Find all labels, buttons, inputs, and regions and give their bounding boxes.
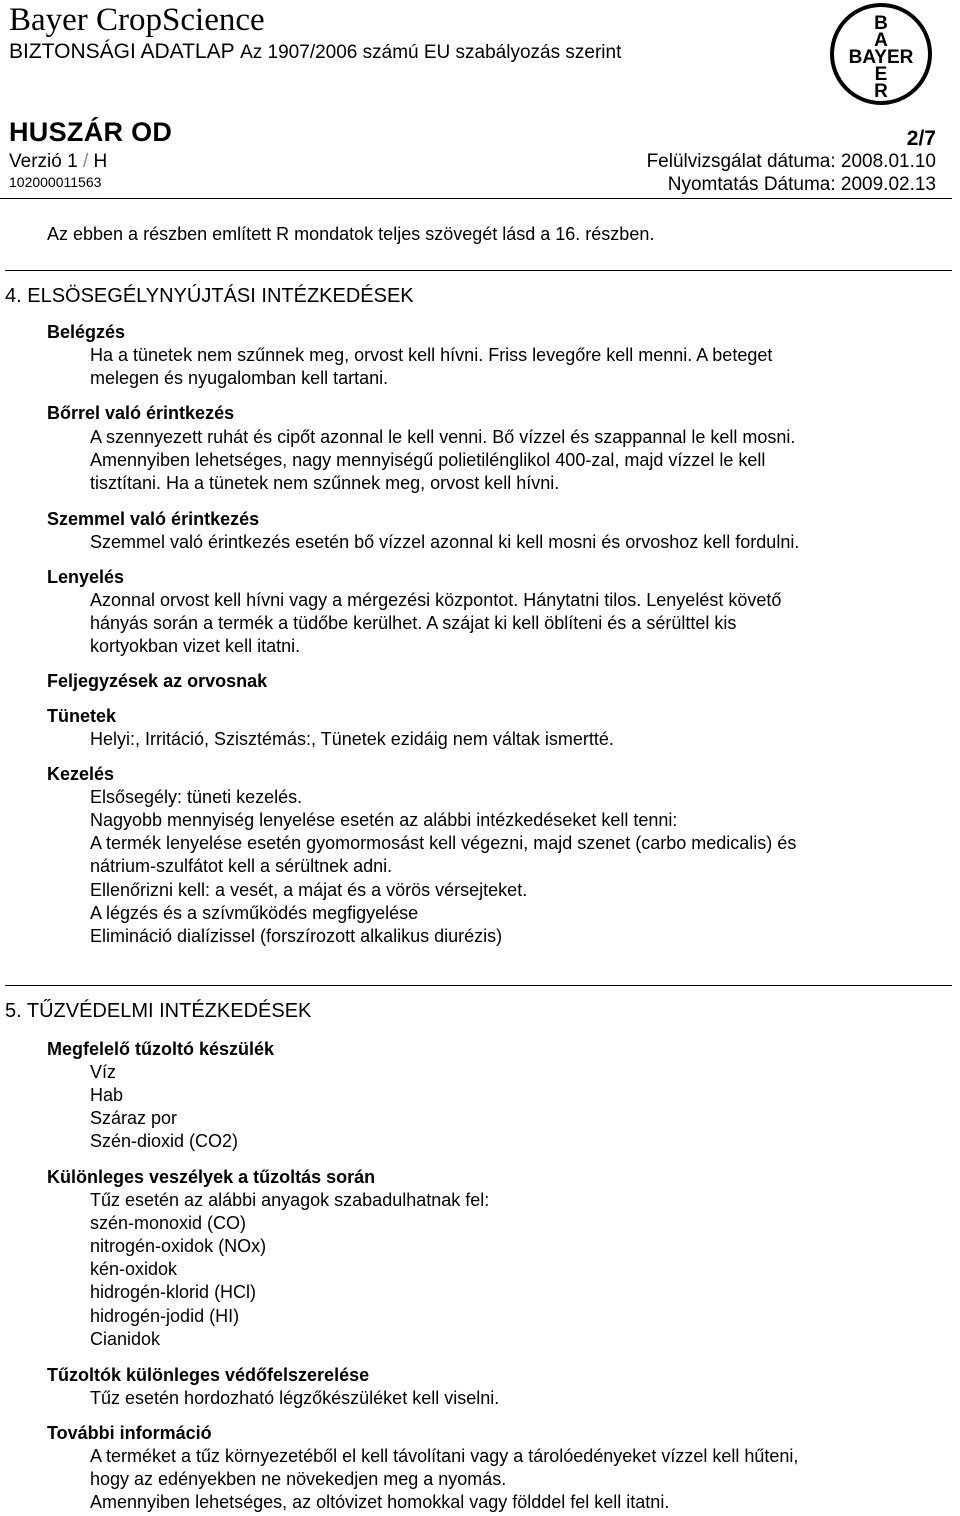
product-name: HUSZÁR OD <box>9 117 173 147</box>
section-5-title: 5. TŰZVÉDELMI INTÉZKEDÉSEK <box>5 1000 312 1022</box>
version-info <box>9 151 107 173</box>
extinguishing-media-item: Víz <box>90 1062 117 1082</box>
treatment-text: Nagyobb mennyiség lenyelése esetén az alábbi intézkedéseket kell tenni: <box>90 810 678 830</box>
page-number: 2/7 <box>906 127 936 150</box>
logo-letter-a: A <box>874 30 888 51</box>
extinguishing-media-item: Hab <box>90 1085 124 1105</box>
extinguishing-media-label: Megfelelő tűzoltó készülék <box>47 1039 275 1059</box>
doc-type-label: BIZTONSÁGI ADATLAP <box>9 40 235 63</box>
logo-letter-b: B <box>874 13 888 34</box>
eye-contact-label: Szemmel való érintkezés <box>47 509 260 529</box>
special-hazards-item: nitrogén-oxidok (NOx) <box>90 1236 267 1256</box>
print-date: Nyomtatás Dátuma: 2009.02.13 <box>667 174 936 195</box>
treatment-text: A légzés és a szívműködés megfigyelése <box>90 903 419 923</box>
revision-date: Felülvizsgálat dátuma: 2008.01.10 <box>646 151 936 172</box>
extinguishing-media-item: Szén-dioxid (CO2) <box>90 1131 239 1151</box>
further-info-text: Amennyiben lehetséges, az oltóvizet homokkal vagy földdel fel kell itatni. <box>90 1492 670 1512</box>
logo-letter-r: R <box>874 81 888 102</box>
section-4-title: 4. ELSÖSEGÉLYNYÚJTÁSI INTÉZKEDÉSEK <box>5 285 414 307</box>
logo-word: BAYER <box>848 47 914 68</box>
bayer-cross-logo <box>829 2 933 106</box>
version-separator: / <box>82 151 89 172</box>
further-info-text: hogy az edényekben ne növekedjen meg a nyomás. <box>90 1469 507 1489</box>
eye-contact-text: Szemmel való érintkezés esetén bő vízzel azonnal ki kell mosni és orvoshoz kell fordulni. <box>90 532 800 552</box>
skin-contact-label: Bőrrel való érintkezés <box>47 403 235 423</box>
extinguishing-media-item: Száraz por <box>90 1108 178 1128</box>
ingestion-label: Lenyelés <box>47 567 125 587</box>
ingestion-text: Azonnal orvost kell hívni vagy a mérgezési központot. Hánytatni tilos. Lenyelést követő <box>90 590 782 610</box>
ingestion-text: kortyokban vizet kell itatni. <box>90 636 301 656</box>
special-hazards-item: szén-monoxid (CO) <box>90 1213 247 1233</box>
ingestion-text: hányás során a termék a tüdőbe kerülhet. A szájat ki kell öblíteni és a sérülttel kis <box>90 613 737 633</box>
further-info-label: További információ <box>47 1423 212 1443</box>
product-number: 102000011563 <box>9 174 102 190</box>
treatment-label: Kezelés <box>47 764 115 784</box>
logo-letter-e: E <box>874 64 888 85</box>
treatment-text: nátrium-szulfátot kell a sérültnek adni. <box>90 856 393 876</box>
special-hazards-item: hidrogén-jodid (HI) <box>90 1306 240 1326</box>
treatment-text: Ellenőrizni kell: a vesét, a májat és a vörös vérsejteket. <box>90 880 528 900</box>
version-language: H <box>93 151 108 172</box>
treatment-text: Elimináció dialízissel (forszírozott alkalikus diurézis) <box>90 926 503 946</box>
special-hazards-label: Különleges veszélyek a tűzoltás során <box>47 1167 376 1187</box>
version-label: Verzió 1 <box>9 151 78 172</box>
further-info-text: A terméket a tűz környezetéből el kell távolítani vagy a tárolóedényeket vízzel kell hűteni, <box>90 1446 799 1466</box>
protective-equipment-text: Tűz esetén hordozható légzőkészüléket kell viselni. <box>90 1388 500 1408</box>
skin-contact-text: A szennyezett ruhát és cipőt azonnal le kell venni. Bő vízzel és szappannal le kell mosni. <box>90 427 796 447</box>
special-hazards-item: Cianidok <box>90 1329 161 1349</box>
section-5-divider <box>5 985 952 986</box>
skin-contact-text: tisztítani. Ha a tünetek nem szűnnek meg, orvost kell hívni. <box>90 473 560 493</box>
skin-contact-text: Amennyiben lehetséges, nagy mennyiségű polietilénglikol 400-zal, majd vízzel le kell <box>90 450 766 470</box>
doctor-notes-label: Feljegyzések az orvosnak <box>47 671 268 691</box>
header-divider <box>0 198 952 199</box>
document-type <box>9 40 621 64</box>
symptoms-label: Tünetek <box>47 706 117 726</box>
treatment-text: Elsősegély: tüneti kezelés. <box>90 787 303 807</box>
treatment-text: A termék lenyelése esetén gyomormosást kell végezni, majd szenet (carbo medicalis) és <box>90 833 797 853</box>
special-hazards-item: hidrogén-klorid (HCl) <box>90 1282 257 1302</box>
special-hazards-item: kén-oxidok <box>90 1259 178 1279</box>
section-4-divider <box>5 270 952 271</box>
inhalation-text: Ha a tünetek nem szűnnek meg, orvost kell hívni. Friss levegőre kell menni. A beteget <box>90 345 773 365</box>
regulation-text: Az 1907/2006 számú EU szabályozás szerint <box>240 42 622 63</box>
protective-equipment-label: Tűzoltók különleges védőfelszerelése <box>47 1365 370 1385</box>
inhalation-label: Belégzés <box>47 322 126 342</box>
symptoms-text: Helyi:, Irritáció, Szisztémás:, Tünetek ezidáig nem váltak ismertté. <box>90 729 614 749</box>
special-hazards-text: Tűz esetén az alábbi anyagok szabadulhatnak fel: <box>90 1190 490 1210</box>
company-name: Bayer CropScience <box>9 2 265 38</box>
intro-note: Az ebben a részben említett R mondatok teljes szövegét lásd a 16. részben. <box>47 224 655 244</box>
inhalation-text: melegen és nyugalomban kell tartani. <box>90 368 389 388</box>
